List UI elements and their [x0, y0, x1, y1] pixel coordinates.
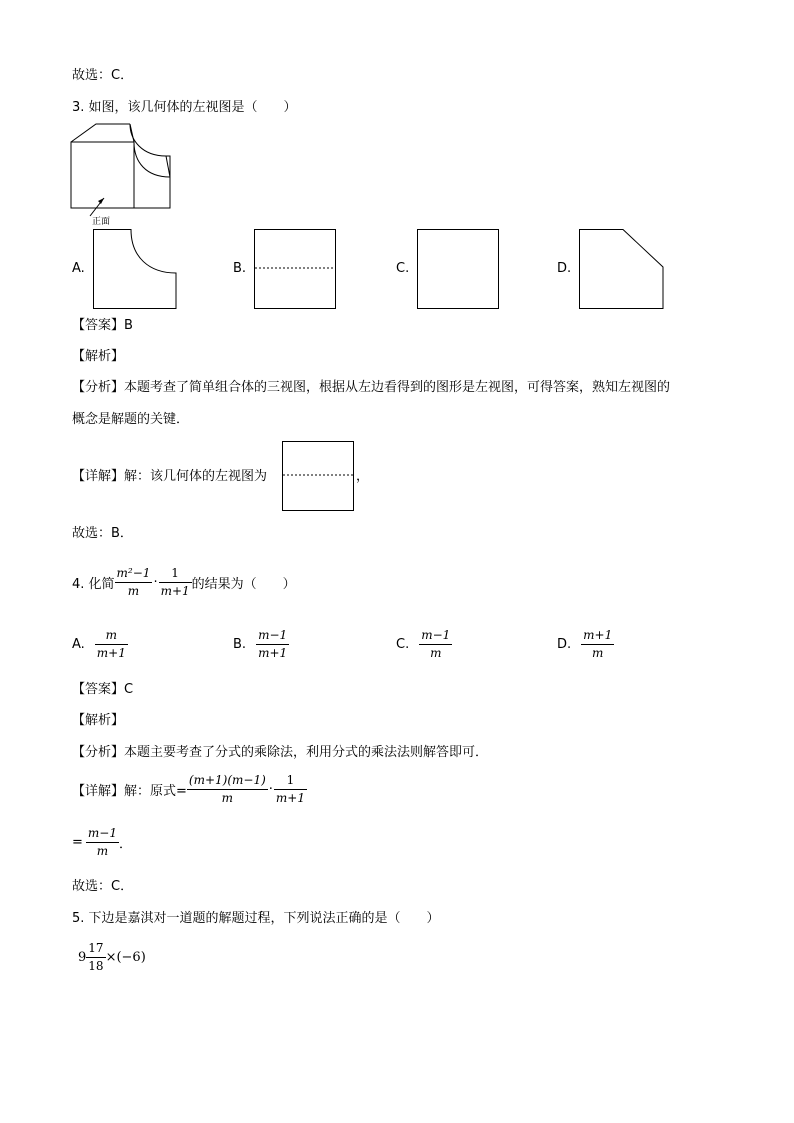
q4-f1-den: m — [127, 583, 140, 598]
q4-stem-suffix: 的结果为（ ） — [191, 576, 296, 592]
q4-option-c-num: m−1 — [421, 627, 451, 642]
q4-option-a — [72, 624, 128, 664]
q4-option-c-label: C. — [396, 636, 410, 652]
q3-option-b-figure — [254, 229, 336, 309]
q4-option-d-label: D. — [557, 636, 572, 652]
q4-analysis: 【分析】本题主要考查了分式的乘除法，利用分式的乘法法则解答即可． — [72, 745, 489, 760]
q4-option-c — [396, 624, 452, 664]
q4-detail-f1-den: m — [221, 790, 234, 805]
q4-option-b-den: m+1 — [258, 645, 288, 660]
q4-detail-fraction-1 — [187, 772, 268, 807]
q3-analysis-title: 【解析】 — [72, 349, 125, 364]
q4-f2-den: m+1 — [160, 583, 190, 598]
q3-solid-figure — [70, 122, 174, 230]
q4-result-end: ． — [118, 836, 132, 852]
q3-conclusion: 故选：B． — [72, 526, 133, 541]
q4-stem-prefix: 4. 化简 — [72, 576, 115, 592]
q3-answer: 【答案】B — [72, 318, 133, 333]
q5-paren: (−6) — [116, 949, 146, 965]
q3-detail — [72, 467, 267, 487]
q4-detail — [72, 769, 307, 809]
q3-detail-suffix: ， — [356, 469, 370, 484]
q4-result-eq: = — [72, 834, 83, 850]
q4-option-d — [557, 624, 614, 664]
q4-detail-dot: · — [268, 781, 273, 797]
q4-option-d-den: m — [592, 645, 604, 660]
q4-detail-fraction-2 — [274, 772, 307, 807]
q4-option-b — [233, 624, 289, 664]
q5-num: 17 — [88, 940, 104, 955]
q4-result-fraction — [86, 825, 119, 860]
q4-f2-num: 1 — [171, 565, 179, 580]
q4-conclusion: 故选：C． — [72, 879, 134, 894]
q3-stem: 3. 如图，该几何体的左视图是（ ） — [72, 100, 297, 115]
q4-option-a-den: m+1 — [96, 645, 126, 660]
q3-option-a-label: A. — [72, 261, 85, 276]
q3-option-d-figure — [579, 229, 664, 309]
q4-option-a-num: m — [105, 627, 118, 642]
q4-option-c-den: m — [430, 645, 442, 660]
q3-analysis-line2: 概念是解题的关键． — [72, 412, 190, 427]
q4-stem — [72, 562, 296, 602]
q4-fraction-2 — [159, 565, 192, 600]
q4-result-num: m−1 — [87, 825, 117, 840]
front-label: 正面 — [92, 217, 111, 227]
q3-option-a-figure — [93, 229, 177, 309]
q4-detail-prefix: 【详解】解：原式= — [72, 783, 187, 799]
q3-detail-prefix: 【详解】解：该几何体的左视图为 — [72, 469, 268, 484]
q3-option-c-label: C. — [396, 261, 410, 276]
q4-result-den: m — [96, 843, 109, 858]
q4-detail-f2-num: 1 — [286, 772, 295, 787]
q4-fraction-1 — [115, 565, 153, 600]
q5-times: × — [105, 949, 117, 965]
q5-whole: 9 — [78, 949, 87, 965]
q2-conclusion: 故选：C． — [72, 68, 134, 83]
q3-analysis-line1: 【分析】本题考查了简单组合体的三视图，根据从左边看得到的图形是左视图，可得答案，熟知左视图的 — [72, 380, 671, 395]
q3-option-b-label: B. — [233, 261, 247, 276]
q4-f1-num: m²−1 — [116, 565, 151, 580]
q5-stem: 5. 下边是嘉淇对一道题的解题过程，下列说法正确的是（ ） — [72, 911, 440, 926]
q4-option-d-num: m+1 — [583, 627, 613, 642]
q5-den: 18 — [88, 958, 104, 973]
q4-detail-f2-den: m+1 — [275, 790, 305, 805]
q3-detail-figure — [282, 441, 354, 511]
q4-option-b-num: m−1 — [258, 627, 288, 642]
q3-option-c-figure — [417, 229, 499, 309]
q3-option-d-label: D. — [557, 261, 572, 276]
q4-answer: 【答案】C — [72, 682, 134, 697]
q4-dot: · — [153, 574, 158, 590]
q4-option-a-label: A. — [72, 636, 85, 652]
q4-analysis-title: 【解析】 — [72, 713, 125, 728]
q4-detail-f1-num: (m+1)(m−1) — [188, 772, 266, 787]
q5-expression — [78, 937, 146, 977]
q4-option-b-label: B. — [233, 636, 247, 652]
q4-result — [72, 822, 132, 862]
q5-fraction — [86, 940, 105, 975]
